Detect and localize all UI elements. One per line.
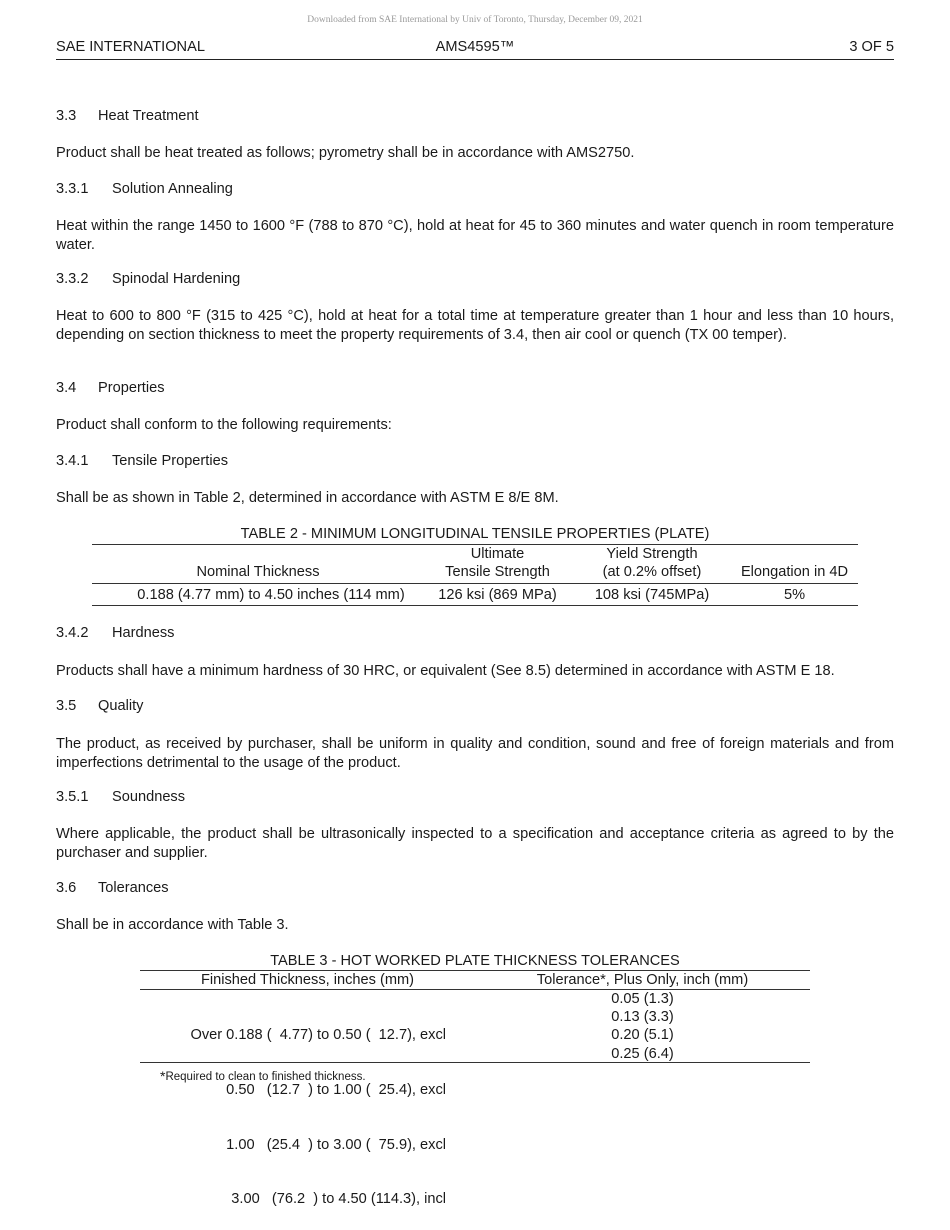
section-3-3-1-text: Heat within the range 1450 to 1600 °F (788 to 870 °C), hold at heat for 45 to 360 minutes and water quench in room temperature water. — [56, 218, 894, 253]
section-3-3-2-heading — [56, 271, 240, 287]
footnote-text: Required to clean to finished thickness. — [165, 1071, 366, 1083]
table3-cell-thickness: 0.50 (12.7 ) to 1.00 ( 25.4), excl — [226, 1082, 446, 1099]
section-3-4-text: Product shall conform to the following requirements: — [56, 417, 392, 433]
section-title: Soundness — [112, 789, 186, 805]
section-title: Heat Treatment — [98, 108, 199, 124]
table2-header-yield-line2: (at 0.2% offset) — [602, 564, 702, 580]
section-number: 3.5 — [56, 698, 77, 714]
table2-cell-elongation: 5% — [783, 587, 806, 603]
table2-caption: TABLE 2 - MINIMUM LONGITUDINAL TENSILE PROPERTIES (PLATE) — [240, 526, 710, 542]
table3-footnote — [160, 1068, 366, 1084]
header-doc-number: AMS4595™ — [435, 39, 515, 55]
section-3-3-1-heading — [56, 181, 233, 197]
section-number: 3.4.2 — [56, 625, 89, 641]
table2-header-yield-line1: Yield Strength — [606, 546, 698, 562]
section-3-3-text: Product shall be heat treated as follows; pyrometry shall be in accordance with AMS2750. — [56, 145, 635, 161]
section-title: Properties — [98, 380, 165, 396]
header-rule — [56, 59, 894, 60]
section-title: Quality — [98, 698, 144, 714]
table3-cell-thickness: Over 0.188 ( 4.77) to 0.50 ( 12.7), excl — [190, 1027, 446, 1044]
section-3-6-text: Shall be in accordance with Table 3. — [56, 917, 289, 933]
section-3-5-text: The product, as received by purchaser, shall be uniform in quality and condition, sound and free of foreign materials and from imperfections detrimental to the usage of the product. — [56, 736, 894, 771]
table3-cell-tolerance: 0.13 (3.3) — [611, 1009, 674, 1026]
table3-cell-tolerance: 0.05 (1.3) — [611, 991, 674, 1007]
table3-header-thickness: Finished Thickness, inches (mm) — [200, 972, 415, 988]
header-page-number: 3 OF 5 — [849, 39, 894, 55]
section-title: Tolerances — [98, 880, 169, 896]
table2-bottom-rule — [92, 605, 858, 606]
table2-header-thickness: Nominal Thickness — [196, 564, 320, 580]
table2-header-tensile-line1: Ultimate — [470, 546, 525, 562]
table3-cell-thickness: 1.00 (25.4 ) to 3.00 ( 75.9), excl — [226, 1136, 446, 1153]
section-3-3-heading — [56, 108, 199, 124]
table3-tolerance-column — [475, 990, 810, 1063]
section-3-6-heading — [56, 880, 169, 896]
table3-cell-tolerance: 0.25 (6.4) — [611, 1045, 674, 1062]
table2-cell-yield: 108 ksi (745MPa) — [594, 587, 710, 603]
section-3-5-1-heading — [56, 789, 185, 805]
section-3-3-2-text: Heat to 600 to 800 °F (315 to 425 °C), hold at heat for a total time at temperature greater than 1 hour and less than 10 hours, depending on section thickness to meet the property requirements of 3.4, then air cool or quench (TX 00 temper). — [56, 308, 894, 343]
section-3-4-1-heading — [56, 453, 228, 469]
section-3-4-2-text: Products shall have a minimum hardness of 30 HRC, or equivalent (See 8.5) determined in accordance with ASTM E 18. — [56, 663, 835, 679]
section-title: Tensile Properties — [112, 453, 228, 469]
section-number: 3.3.2 — [56, 271, 89, 287]
section-3-4-2-heading — [56, 625, 174, 641]
section-number: 3.5.1 — [56, 789, 89, 805]
section-number: 3.4.1 — [56, 453, 89, 469]
section-title: Hardness — [112, 625, 175, 641]
section-number: 3.4 — [56, 380, 77, 396]
table3-cell-tolerance: 0.20 (5.1) — [611, 1027, 674, 1044]
table3-header-tolerance: Tolerance*, Plus Only, inch (mm) — [536, 972, 749, 988]
section-3-4-1-text: Shall be as shown in Table 2, determined in accordance with ASTM E 8/E 8M. — [56, 490, 559, 506]
table3-bottom-rule — [140, 1062, 810, 1063]
section-title: Spinodal Hardening — [112, 271, 241, 287]
table2-cell-thickness: 0.188 (4.77 mm) to 4.50 inches (114 mm) — [137, 587, 405, 603]
table2-header-tensile-line2: Tensile Strength — [445, 564, 550, 580]
table2-header-rule — [92, 583, 858, 584]
section-3-5-1-text: Where applicable, the product shall be ultrasonically inspected to a specification and acceptance criteria as agreed to by the purchaser and supplier. — [56, 826, 894, 861]
section-3-5-heading — [56, 698, 143, 714]
header-org: SAE INTERNATIONAL — [56, 39, 205, 55]
table3-cell-thickness: 3.00 (76.2 ) to 4.50 (114.3), incl — [231, 1191, 446, 1208]
table2-cell-tensile: 126 ksi (869 MPa) — [438, 587, 557, 603]
table2-header-elongation: Elongation in 4D — [740, 564, 849, 580]
table3-caption: TABLE 3 - HOT WORKED PLATE THICKNESS TOLERANCES — [270, 953, 680, 969]
section-title: Solution Annealing — [112, 181, 233, 197]
footnote-mark: * — [160, 1068, 166, 1084]
table3-row — [140, 990, 446, 1227]
section-number: 3.3 — [56, 108, 77, 124]
section-number: 3.6 — [56, 880, 77, 896]
download-watermark: Downloaded from SAE International by Univ of Toronto, Thursday, December 09, 2021 — [307, 15, 643, 25]
section-number: 3.3.1 — [56, 181, 89, 197]
section-3-4-heading — [56, 380, 165, 396]
